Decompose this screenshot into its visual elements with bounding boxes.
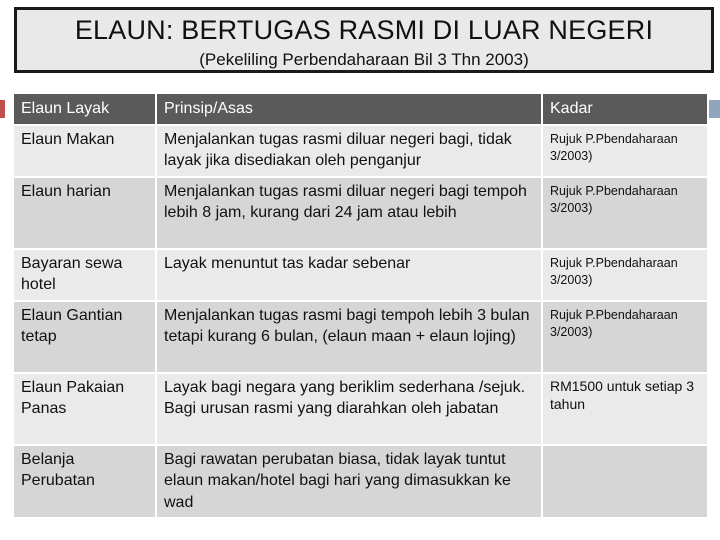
right-accent-bar [708, 100, 720, 118]
header-elaun-layak: Elaun Layak [14, 94, 156, 125]
cell-kadar: Rujuk P.Pbendaharaan 3/2003) [542, 249, 708, 301]
cell-elaun: Bayaran sewa hotel [14, 249, 156, 301]
left-accent-bar [0, 100, 5, 118]
cell-kadar: RM1500 untuk setiap 3 tahun [542, 373, 708, 445]
cell-kadar: Rujuk P.Pbendaharaan 3/2003) [542, 125, 708, 177]
cell-prinsip: Menjalankan tugas rasmi bagi tempoh lebih 3 bulan tetapi kurang 6 bulan, (elaun maan + elaun lojing) [156, 301, 542, 373]
cell-prinsip: Menjalankan tugas rasmi diluar negeri bagi, tidak layak jika disediakan oleh penganjur [156, 125, 542, 177]
table-row [14, 301, 708, 373]
cell-elaun: Elaun Gantian tetap [14, 301, 156, 373]
table-row [14, 373, 708, 445]
header-prinsip-asas: Prinsip/Asas [156, 94, 542, 125]
cell-prinsip: Bagi rawatan perubatan biasa, tidak layak tuntut elaun makan/hotel bagi hari yang dimasukkan ke wad [156, 445, 542, 519]
header-kadar: Kadar [542, 94, 708, 125]
cell-prinsip: Menjalankan tugas rasmi diluar negeri bagi tempoh lebih 8 jam, kurang dari 24 jam atau lebih [156, 177, 542, 249]
table-header-row [14, 94, 708, 125]
cell-elaun: Elaun Pakaian Panas [14, 373, 156, 445]
cell-prinsip: Layak menuntut tas kadar sebenar [156, 249, 542, 301]
cell-kadar: Rujuk P.Pbendaharaan 3/2003) [542, 177, 708, 249]
cell-kadar: Rujuk P.Pbendaharaan 3/2003) [542, 301, 708, 373]
cell-elaun: Elaun Makan [14, 125, 156, 177]
title-box [14, 7, 714, 73]
cell-elaun: Belanja Perubatan [14, 445, 156, 519]
table-row [14, 177, 708, 249]
table-row [14, 125, 708, 177]
slide-title: ELAUN: BERTUGAS RASMI DI LUAR NEGERI [74, 15, 654, 45]
table-row [14, 445, 708, 519]
cell-kadar [542, 445, 708, 519]
cell-elaun: Elaun harian [14, 177, 156, 249]
table-row [14, 249, 708, 301]
cell-prinsip: Layak bagi negara yang beriklim sederhana /sejuk. Bagi urusan rasmi yang diarahkan oleh jabatan [156, 373, 542, 445]
slide-subtitle: (Pekeliling Perbendaharaan Bil 3 Thn 2003) [199, 50, 529, 69]
allowance-table [14, 94, 709, 519]
